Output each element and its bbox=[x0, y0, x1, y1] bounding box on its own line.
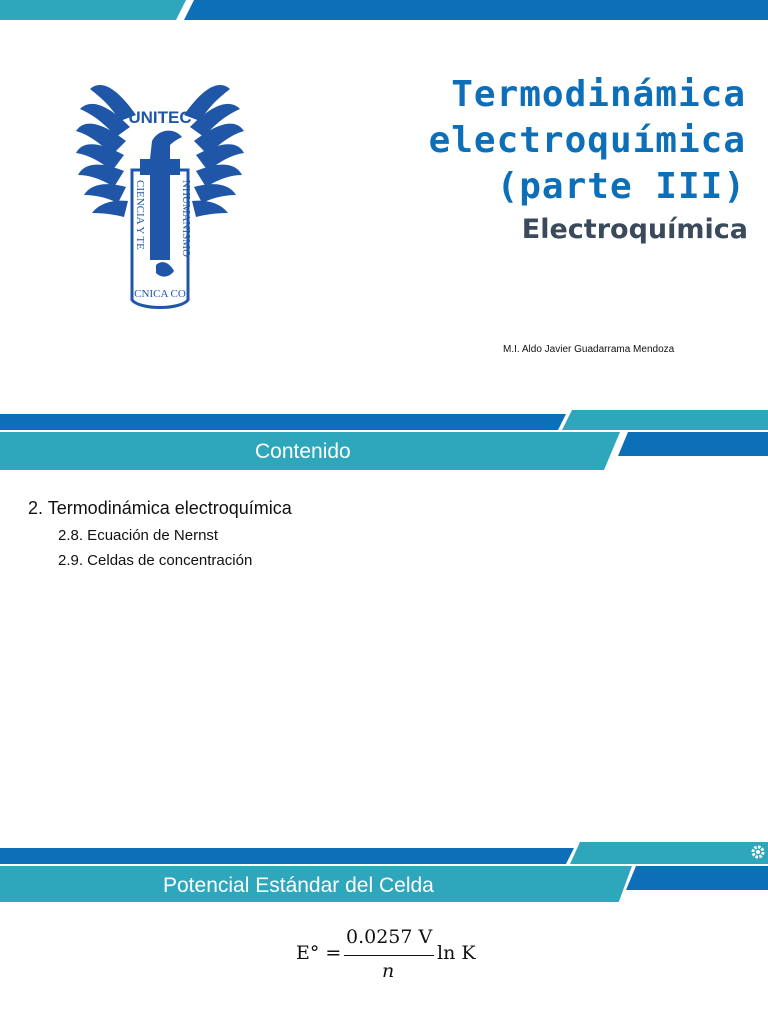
toc-heading: 2. Termodinámica electroquímica bbox=[28, 498, 292, 518]
equation-rhs: ln K bbox=[437, 942, 476, 964]
fraction-bar bbox=[344, 955, 434, 956]
gear-icon bbox=[750, 844, 766, 860]
presentation-subtitle: Electroquímica bbox=[521, 214, 748, 245]
logo-bottom-text: CNICA CO bbox=[134, 288, 186, 300]
presentation-title bbox=[429, 72, 746, 210]
toc-item-2: 2.9. Celdas de concentración bbox=[58, 552, 253, 569]
toc-item-1: 2.8. Ecuación de Nernst bbox=[58, 527, 219, 544]
author-name: M.I. Aldo Javier Guadarrama Mendoza bbox=[503, 344, 675, 355]
title-line-1: Termodinámica bbox=[451, 74, 746, 115]
unitec-logo bbox=[70, 75, 250, 320]
content-slide bbox=[0, 408, 768, 828]
equation-lhs: E° = bbox=[296, 942, 342, 964]
title-line-3: (parte III) bbox=[496, 166, 746, 207]
header-band bbox=[0, 408, 768, 474]
title-slide bbox=[0, 0, 768, 400]
logo-brand-text: UNITEC bbox=[128, 108, 192, 127]
logo-left-text: CIENCIA Y TE bbox=[134, 180, 146, 250]
equation-numerator: 0.0257 V bbox=[346, 926, 433, 948]
section-header-2: Potencial Estándar del Celda bbox=[163, 874, 434, 897]
logo-right-text: NHUMANISMO bbox=[180, 180, 192, 258]
section-header: Contenido bbox=[255, 440, 351, 463]
title-line-2: electroquímica bbox=[428, 120, 746, 161]
top-band bbox=[0, 0, 768, 24]
equation-denominator: n bbox=[382, 960, 395, 982]
